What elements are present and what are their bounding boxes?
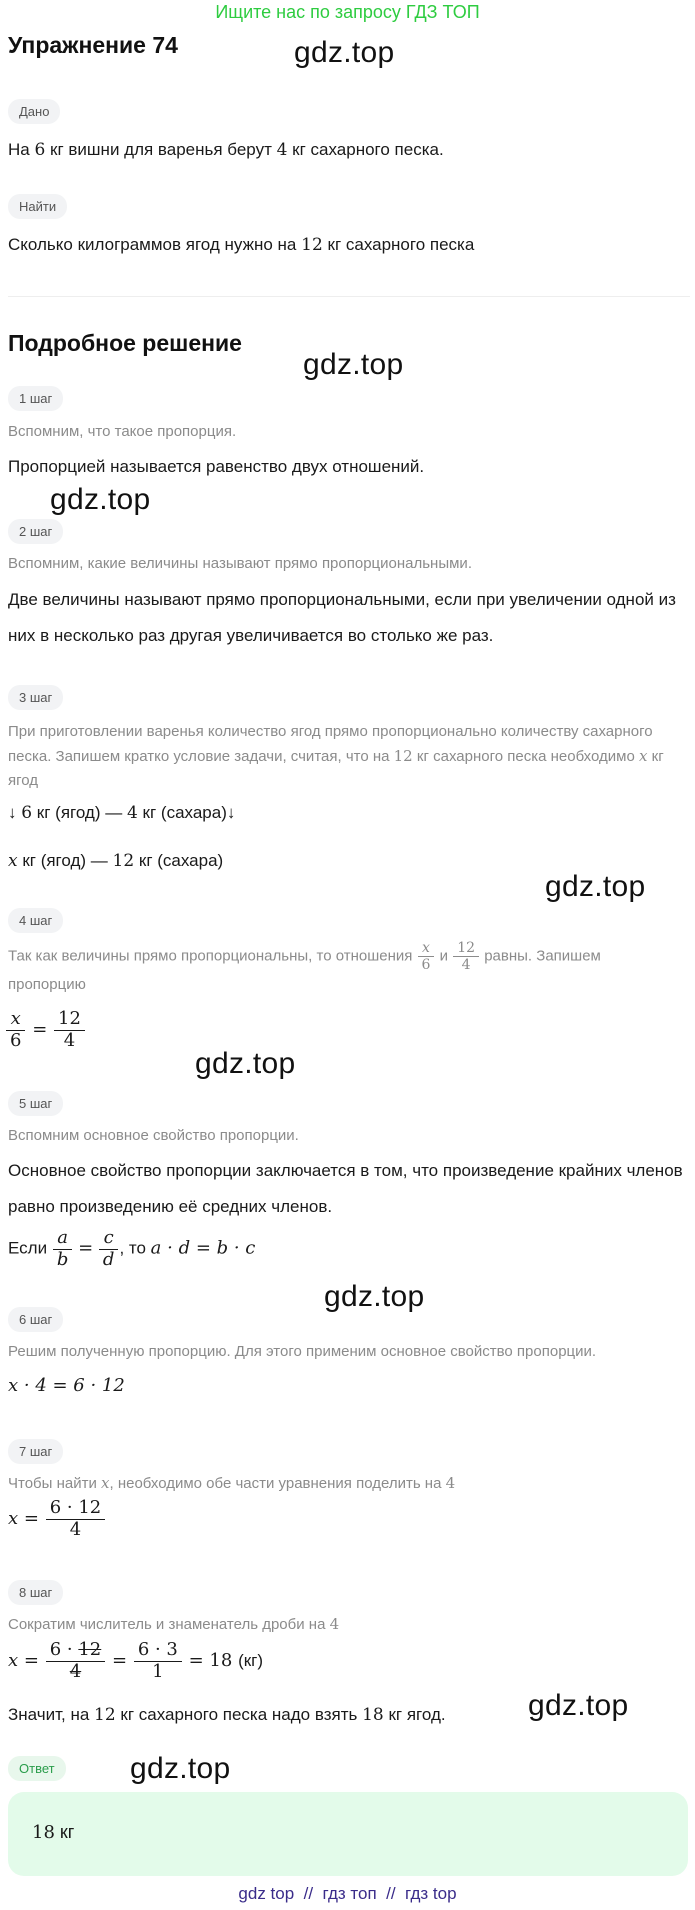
watermark: gdz.top xyxy=(50,483,151,516)
chip-step-7: 7 шаг xyxy=(8,1439,63,1464)
step-5-hint: Вспомним основное свойство пропорции. xyxy=(8,1127,299,1144)
step-8-conclusion: Значит, на 12 кг сахарного песка надо взять 18 кг ягод. xyxy=(8,1705,446,1725)
chip-step-1: 1 шаг xyxy=(8,386,63,411)
solution-title: Подробное решение xyxy=(8,330,242,356)
chip-step-4: 4 шаг xyxy=(8,908,63,933)
footer-separator: // xyxy=(303,1884,314,1903)
footer-separator: // xyxy=(386,1884,396,1903)
step-8-hint: Сократим числитель и знаменатель дроби на 4 xyxy=(8,1615,340,1633)
promo-banner[interactable]: Ищите нас по запросу ГДЗ ТОП xyxy=(215,2,480,22)
step-4-hint: Так как величины прямо пропорциональны, то отношения $\frac{x}{6}$ и $\frac{12}{4}$ равны. Запишем пропорцию xyxy=(8,940,601,994)
watermark: gdz.top xyxy=(303,348,404,381)
given-text: На 6 кг вишни для варенья берут 4 кг сахарного песка. xyxy=(8,140,444,160)
step-1-hint: Вспомним, что такое пропорция. xyxy=(8,423,237,440)
chip-given: Дано xyxy=(8,99,60,124)
divider xyxy=(8,296,690,297)
arrow-down-icon: ↓ xyxy=(226,803,236,822)
step-6-hint: Решим полученную пропорцию. Для этого применим основное свойство пропорции. xyxy=(8,1343,597,1360)
step-7-equation: x = $\frac{6 \cdot 12}{4}$ xyxy=(8,1498,106,1540)
footer-link[interactable]: гдз топ xyxy=(322,1884,377,1903)
step-3-hint: При приготовлении варенья количество ягод прямо пропорционально количеству сахарного песка. Запишем кратко условие задачи, считая, что на 12 кг сахарного песка необходимо x кг ягод xyxy=(8,723,664,789)
chip-step-5: 5 шаг xyxy=(8,1091,63,1116)
step-5-text: Основное свойство пропорции заключается в том, что произведение крайних членов равно произведению её средних членов. xyxy=(8,1161,683,1216)
footer-links xyxy=(0,1884,695,1904)
watermark: gdz.top xyxy=(528,1689,629,1722)
arrow-down-icon: ↓ xyxy=(8,803,17,822)
footer-link[interactable]: gdz top xyxy=(238,1884,295,1903)
step-6-equation: x · 4 = 6 · 12 xyxy=(8,1375,125,1396)
chip-step-8: 8 шаг xyxy=(8,1580,63,1605)
watermark: gdz.top xyxy=(545,870,646,903)
step-3-row-1: ↓ 6 кг (ягод) — 4 кг (сахара)↓ xyxy=(8,803,236,823)
step-4-proportion: $\frac{x}{6}$ = $\frac{12}{4}$ xyxy=(8,1009,86,1051)
chip-find: Найти xyxy=(8,194,67,219)
chip-step-2: 2 шаг xyxy=(8,519,63,544)
watermark: gdz.top xyxy=(130,1752,231,1785)
answer-box xyxy=(8,1792,688,1876)
step-2-hint: Вспомним, какие величины называют прямо пропорциональными. xyxy=(8,555,472,572)
page-title: Упражнение 74 xyxy=(8,32,178,58)
chip-step-6: 6 шаг xyxy=(8,1307,63,1332)
answer-text: 18 кг xyxy=(32,1822,75,1843)
step-5-formula: Если $\frac{a}{b}$ = $\frac{c}{d}$ , то a · d = b · c xyxy=(8,1227,256,1270)
step-3-row-2: x кг (ягод) — 12 кг (сахара) xyxy=(8,851,224,871)
step-2-text: Две величины называют прямо пропорциональными, если при увеличении одной из них в несколько раз другая увеличивается во столько же раз. xyxy=(8,590,676,645)
step-8-equation: x = $\frac{6 \cdot 12}{4}$ = $\frac{6 \cdot 3}{1}$ = 18 (кг) xyxy=(8,1639,264,1682)
chip-step-3: 3 шаг xyxy=(8,685,63,710)
watermark: gdz.top xyxy=(294,36,395,69)
watermark: gdz.top xyxy=(195,1047,296,1080)
chip-answer: Ответ xyxy=(8,1756,66,1781)
watermark: gdz.top xyxy=(324,1280,425,1313)
step-7-hint: Чтобы найти x, необходимо обе части уравнения поделить на 4 xyxy=(8,1474,456,1492)
find-text: Сколько килограммов ягод нужно на 12 кг сахарного песка xyxy=(8,235,475,255)
footer-link[interactable]: гдз top xyxy=(405,1884,457,1903)
step-1-text: Пропорцией называется равенство двух отношений. xyxy=(8,457,425,476)
